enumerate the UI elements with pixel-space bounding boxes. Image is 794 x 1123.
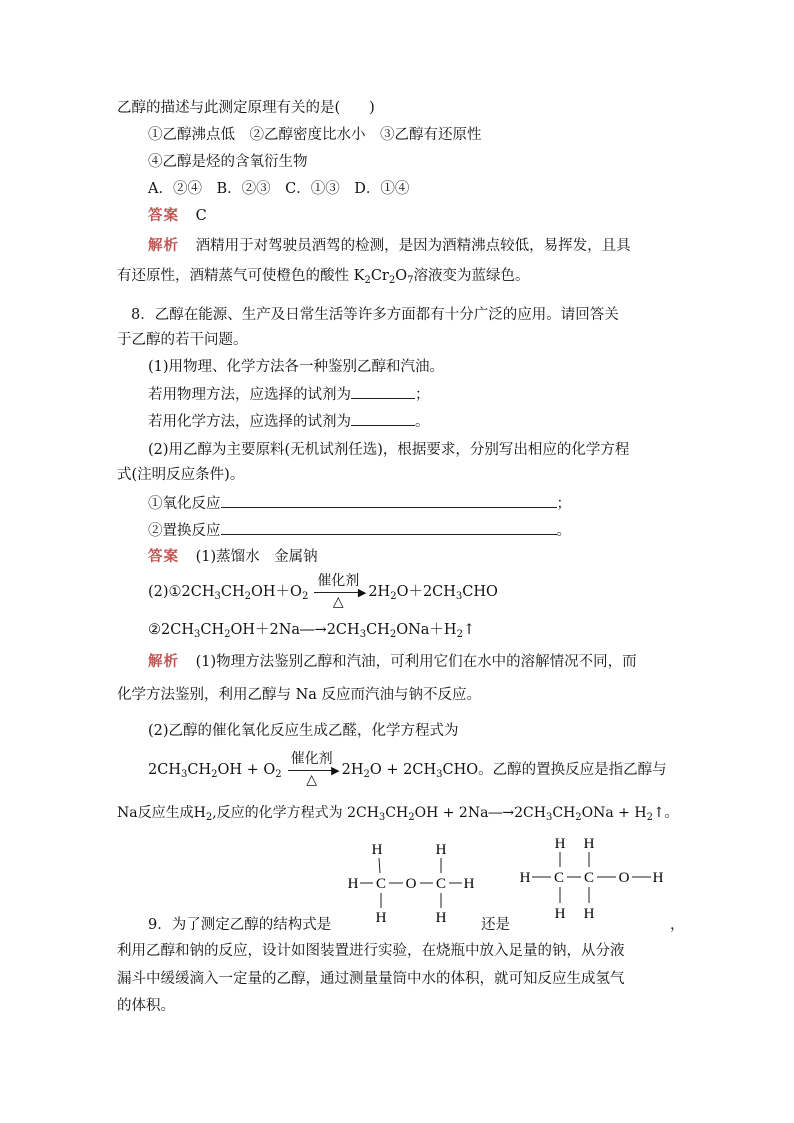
answer-label: 答案	[148, 207, 179, 224]
atom-label: H	[583, 906, 595, 922]
atom-label: C	[583, 870, 595, 886]
q8-oxidation: ①氧化反应 ；	[148, 493, 571, 514]
q8-part2-1: (2)用乙醇为主要原料(无机试剂任选)，根据要求，分别写出相应的化学方程	[148, 442, 630, 458]
reaction-condition-arrow: 催化剂 ▶ △	[310, 573, 366, 611]
atom-label: H	[652, 870, 664, 886]
answer-blank[interactable]	[351, 411, 415, 426]
atom-label: C	[435, 876, 447, 892]
q7-answer	[148, 206, 207, 226]
answer-value: C	[195, 208, 207, 224]
atom-label: C	[375, 876, 387, 892]
q8-equation-2: $②2CH_3CH_2OH+2Na―\to 2CH_3CH_2ONa+H_2↑$	[148, 622, 476, 640]
atom-label: H	[583, 838, 595, 852]
analysis-label: 解析	[148, 237, 179, 254]
structure-1	[348, 842, 475, 926]
atom-label: H	[371, 842, 383, 858]
q8-answer-1: 答案 (1)蒸馏水 金属钠	[148, 548, 318, 565]
q8-analysis-3: (2)乙醇的催化氧化反应生成乙醛，化学方程式为	[148, 723, 459, 739]
q9-stem-end: ，	[670, 917, 685, 933]
q7-analysis-1: 解析 酒精用于对驾驶员酒驾的检测，是因为酒精沸点较低，易挥发，且具	[148, 237, 631, 254]
answer-blank[interactable]	[221, 493, 557, 508]
q7-statements-1: ①乙醇沸点低 ②乙醇密度比水小 ③乙醇有还原性	[148, 127, 482, 143]
q9-stem-or: 还是	[481, 917, 510, 933]
q7-stem-tail: 乙醇的描述与此测定原理有关的是( )	[117, 100, 375, 116]
q8-part2-2: 式(注明反应条件)。	[117, 467, 245, 483]
q8-equation-1: $(2)①2CH_3CH_2OH+O_2$ 催化剂 ▶ △ $2H_2O+2CH_3CHO$	[148, 573, 498, 610]
q9-line-4: 的体积。	[117, 998, 175, 1014]
q8-chemical: 若用化学方法，应选择的试剂为 。	[148, 411, 430, 432]
reaction-condition-arrow: 催化剂 ▶ △	[284, 751, 340, 789]
answer-blank[interactable]	[221, 520, 557, 535]
q8-analysis-equation: $2CH_3CH_2OH + O_2$ 催化剂 ▶ △ $2H_2O + 2CH_3CHO$。乙醇的置换反应是指乙醇与	[148, 751, 667, 788]
atom-label: C	[553, 870, 565, 886]
atom-label: H	[519, 870, 531, 886]
q9-stem-a: 9．为了测定乙醇的结构式是	[148, 917, 332, 933]
q8-substitution: ②置换反应 。	[148, 520, 571, 541]
answer-label: 答案	[148, 548, 179, 565]
atom-label: H	[554, 838, 566, 852]
atom-label: H	[435, 842, 447, 858]
atom-label: H	[463, 876, 475, 892]
q8-physical: 若用物理方法，应选择的试剂为 ；	[148, 384, 430, 405]
q7-statements-2: ④乙醇是烃的含氧衍生物	[148, 154, 308, 170]
q7-options: A．②④ B．②③ C．①③ D．①④	[148, 181, 410, 197]
q8-stem-2: 于乙醇的若干问题。	[117, 332, 248, 348]
q7-analysis-2: 有还原性，酒精蒸气可使橙色的酸性 $K_2Cr_2O_7$溶液变为蓝绿色。	[117, 268, 530, 286]
atom-label: H	[375, 910, 387, 926]
structure-2	[520, 838, 664, 922]
q8-stem-1: 8．乙醇在能源、生产及日常生活等许多方面都有十分广泛的应用。请回答关	[131, 307, 619, 323]
structural-formulas	[340, 838, 680, 930]
atom-label: O	[618, 870, 630, 886]
atom-label: O	[405, 876, 417, 892]
q8-analysis-4: Na反应生成$H_2$,反应的化学方程式为 $2CH_3CH_2OH$ + $2Na―\to 2CH_3CH_2ONa$ + $H_2↑$。	[117, 805, 679, 823]
answer-blank[interactable]	[351, 384, 415, 399]
atom-label: H	[347, 876, 359, 892]
q8-part1: (1)用物理、化学方法各一种鉴别乙醇和汽油。	[148, 359, 445, 375]
atom-label: H	[435, 910, 447, 926]
atom-label: H	[554, 906, 566, 922]
q8-analysis-2: 化学方法鉴别，利用乙醇与 Na 反应而汽油与钠不反应。	[117, 687, 482, 703]
q9-line-3: 漏斗中缓缓滴入一定量的乙醇，通过测量量筒中水的体积，就可知反应生成氢气	[117, 971, 625, 987]
analysis-label: 解析	[148, 653, 179, 670]
q8-analysis-1: 解析 (1)物理方法鉴别乙醇和汽油，可利用它们在水中的溶解情况不同，而	[148, 653, 637, 670]
q9-line-2: 利用乙醇和钠的反应，设计如图装置进行实验，在烧瓶中放入足量的钠，从分液	[117, 943, 625, 959]
